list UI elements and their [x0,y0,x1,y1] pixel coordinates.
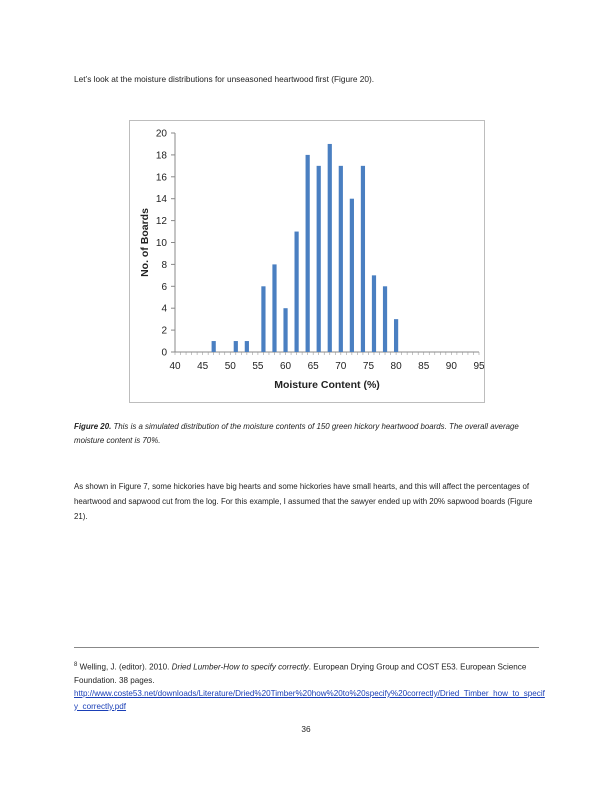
histogram-bar [339,166,343,352]
histogram-bar [394,319,398,352]
figure-caption [74,420,544,447]
footnote-number: 8 [74,662,78,668]
footnote-divider [74,647,539,648]
histogram-bar [306,155,310,352]
y-tick-label: 0 [161,347,167,359]
page-number: 36 [301,724,311,734]
chart-frame [129,120,485,403]
histogram-bar [328,144,332,352]
histogram-bar [372,275,376,352]
x-tick-label: 70 [335,361,347,372]
footnote-text-pre: Welling, J. (editor). 2010. [77,662,172,672]
x-tick-label: 50 [224,361,236,372]
histogram-bar [283,308,287,352]
x-tick-label: 80 [390,361,402,372]
histogram-bar [272,264,276,352]
y-tick-label: 14 [155,194,167,206]
x-tick-label: 40 [169,361,181,372]
x-tick-label: 45 [197,361,209,372]
histogram-bar [361,166,365,352]
y-tick-label: 2 [161,325,167,337]
histogram-bar [295,232,299,352]
y-tick-label: 10 [155,238,167,249]
histogram-bar [212,341,216,352]
footnote-title: Dried Lumber-How to specify correctly [171,662,309,672]
footnote-text-post: . European Drying Group and COST E53. European Science Foundation. 38 pages. [74,662,527,685]
histogram-bar [383,286,387,352]
y-tick-label: 16 [155,172,167,184]
y-tick-label: 20 [155,128,167,140]
x-tick-label: 55 [252,361,264,372]
body-paragraph: As shown in Figure 7, some hickories have big hearts and some hickories have small hearts, and this will affect the percentages of heartwood and sapwood cut from the log. For this example, I assumed that the sawyer ended up with 20% sapwood boards (Figure 21). [74,482,533,521]
y-tick-label: 4 [161,303,167,315]
caption-label: Figure 20. [74,422,112,431]
y-tick-label: 6 [161,281,167,293]
y-tick-label: 12 [155,216,167,228]
histogram-bar [234,341,238,352]
x-tick-label: 65 [307,361,319,372]
x-tick-label: 60 [279,361,292,372]
histogram-bar [317,166,321,352]
y-tick-label: 18 [155,150,167,162]
histogram-bar [261,286,265,352]
y-tick-label: 8 [161,259,167,271]
x-tick-label: 90 [445,361,457,372]
x-tick-label: 75 [362,361,375,372]
x-tick-label: 85 [418,361,430,372]
y-axis-title: No. of Boards [139,208,151,277]
x-tick-label: 95 [473,361,484,372]
caption-text: This is a simulated distribution of the moisture contents of 150 green hickory heartwood boards. The overall average moisture content is 70%. [74,422,519,445]
footnote [74,659,546,713]
x-axis-title: Moisture Content (%) [274,379,380,391]
footnote-link[interactable]: http://www.coste53.net/downloads/Literature/Dried%20Timber%20how%20to%20specify%20correctly/Dried_Timber_how_to_specify_correctly.pdf [74,688,545,711]
histogram-bar [350,199,354,352]
histogram-chart [130,121,484,402]
intro-text: Let’s look at the moisture distributions for unseasoned heartwood first (Figure 20). [74,74,375,84]
histogram-bar [245,341,249,352]
